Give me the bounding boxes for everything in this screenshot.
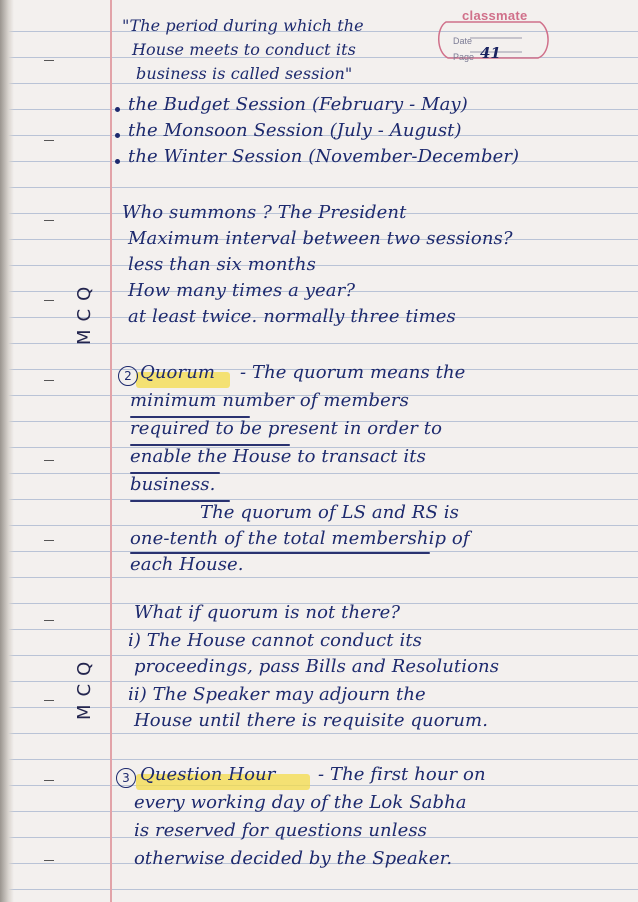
margin-tick	[44, 460, 54, 461]
mcq-line: at least twice. normally three times	[128, 306, 456, 327]
margin-tick	[44, 540, 54, 541]
section-number: 3	[116, 768, 136, 788]
margin-tick	[44, 220, 54, 221]
binding-shadow	[0, 0, 14, 902]
bullet-icon	[115, 159, 120, 164]
page-number: 41	[480, 44, 501, 62]
quorum-line: one-tenth of the total membership of	[130, 528, 470, 549]
margin-tick	[44, 140, 54, 141]
quorum-heading: Quorum	[140, 362, 216, 383]
question-hour-line: is reserved for questions unless	[134, 820, 428, 841]
bullet-icon	[115, 133, 120, 138]
margin-tick	[44, 380, 54, 381]
bullet-icon	[115, 107, 120, 112]
quorum-line: enable the House to transact its	[130, 446, 426, 467]
question-hour-line: every working day of the Lok Sabha	[134, 792, 467, 813]
margin-tick	[44, 700, 54, 701]
quorum-line: minimum number of members	[130, 390, 409, 411]
brand-logo: classmate	[462, 8, 528, 23]
question-hour-line: - The first hour on	[318, 764, 486, 785]
margin-tick	[44, 60, 54, 61]
intro-line: business is called session"	[136, 64, 353, 83]
page-label: Page	[453, 52, 475, 62]
intro-line: House meets to conduct its	[132, 40, 356, 59]
question-hour-heading: Question Hour	[140, 764, 276, 785]
mcq-line: How many times a year?	[128, 280, 356, 301]
session-item: the Monsoon Session (July - August)	[128, 120, 462, 141]
section-number: 2	[118, 366, 138, 386]
quorum-line: each House.	[130, 554, 244, 575]
mcq-side-label: MCQ	[74, 653, 95, 720]
margin-tick	[44, 860, 54, 861]
mcq-line: Maximum interval between two sessions?	[128, 228, 513, 249]
intro-line: "The period during which the	[122, 16, 364, 35]
quorum-line: The quorum of LS and RS is	[200, 502, 459, 523]
quorum-line: business.	[130, 474, 216, 495]
mcq-line: What if quorum is not there?	[134, 602, 401, 623]
margin-line	[110, 0, 112, 902]
mcq-line: proceedings, pass Bills and Resolutions	[134, 656, 500, 677]
mcq-line: House until there is requisite quorum.	[134, 710, 489, 731]
mcq-line: Who summons ? The President	[122, 202, 407, 223]
mcq-line: less than six months	[128, 254, 316, 275]
mcq-line: ii) The Speaker may adjourn the	[128, 684, 426, 705]
mcq-side-label: MCQ	[74, 278, 95, 345]
question-hour-line: otherwise decided by the Speaker.	[134, 848, 453, 869]
margin-tick	[44, 780, 54, 781]
mcq-line: i) The House cannot conduct its	[128, 630, 422, 651]
quorum-line: - The quorum means the	[240, 362, 466, 383]
margin-tick	[44, 620, 54, 621]
session-item: the Winter Session (November-December)	[128, 146, 520, 167]
quorum-line: required to be present in order to	[130, 418, 443, 439]
session-item: the Budget Session (February - May)	[128, 94, 468, 115]
margin-tick	[44, 300, 54, 301]
date-label: Date	[453, 36, 473, 46]
